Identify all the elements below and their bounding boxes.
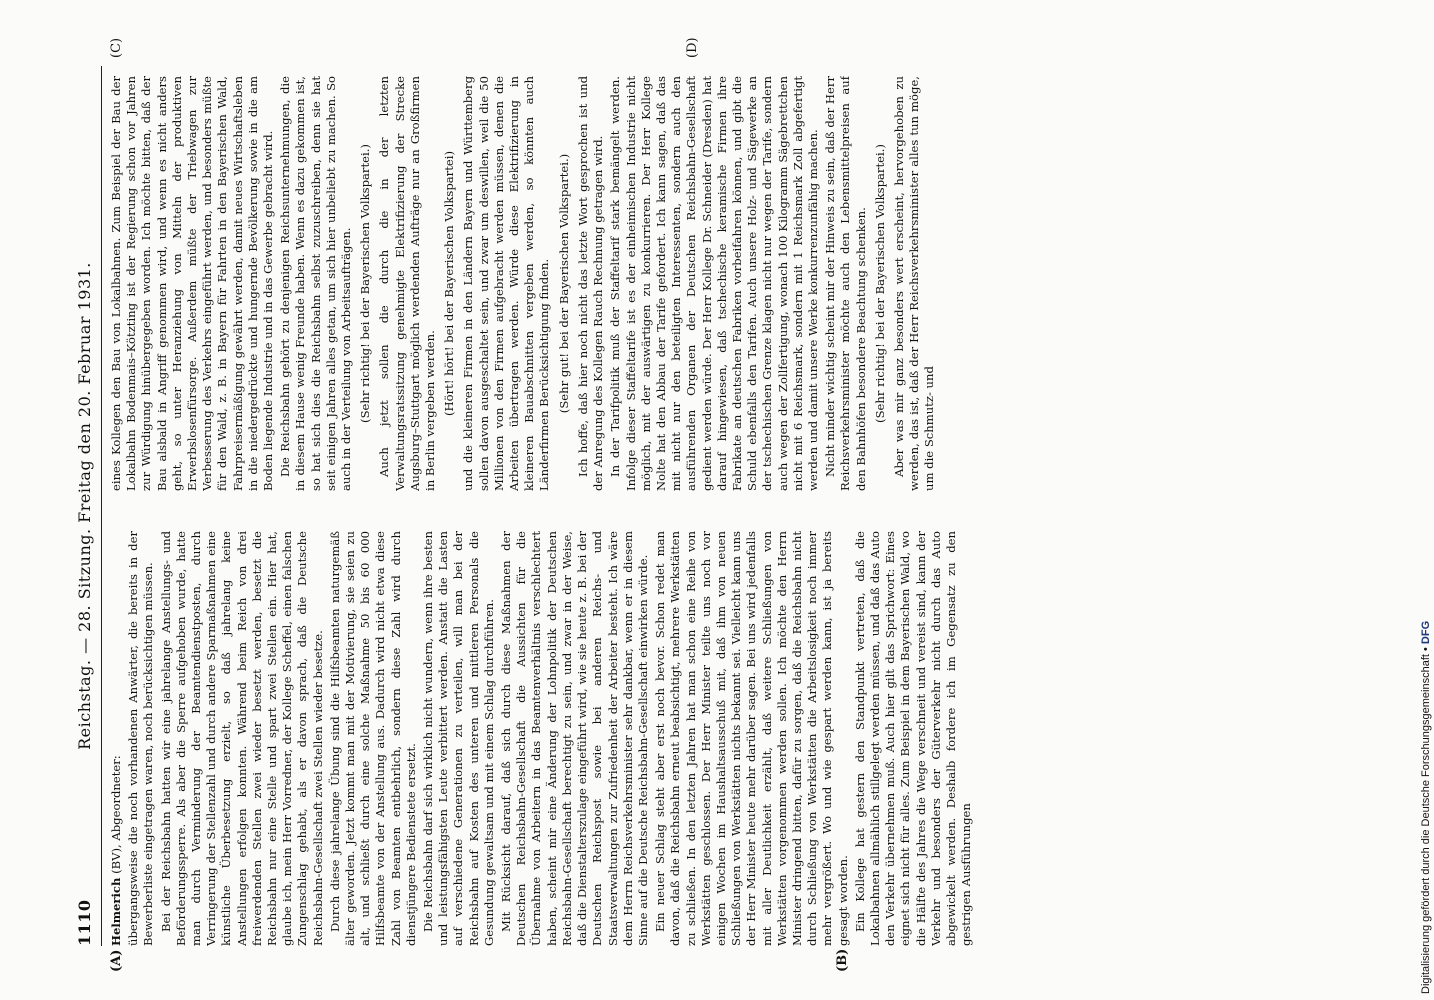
interjection: (Sehr richtig! bei der Bayerischen Volkspartei.) xyxy=(358,144,373,423)
page-number: 1110 xyxy=(75,899,94,946)
paragraph: und die kleineren Firmen in den Ländern Bayern und Württemberg sollen davon ausgeschaltet sein, und zwar um deswillen, weil die 50 Millionen von den Firmen aufgebracht werden müssen, denen die Arbeiten übertragen werden. Würde diese Elektrifizierung in kleineren Bauabschnitten vergeben werden, so könnten auch Länderfirmen Berücksichtigung finden. xyxy=(461,76,552,491)
speaker-line xyxy=(109,531,124,946)
left-column xyxy=(109,531,1309,946)
paragraph: Mit Rücksicht darauf, daß sich durch diese Maßnahmen der Deutschen Reichsbahn-Gesellschaft die Aussichten für die Übernahme von Arbeitern in das Beamtenverhältnis verschlechtert haben, scheint mir eine Änderung der Lohnpolitik der Deutschen Reichsbahn-Gesellschaft berechtigt zu sein, und zwar in der Weise, daß die Dienstalterszulage eingeführt wird, wie sie heute z. B. bei der Deutschen Reichspost sowie bei anderen Reichs- und Staatsverwaltungen zur Zufriedenheit der Arbeiter besteht. Ich wäre dem Herrn Reichsverkehrsminister sehr dankbar, wenn er in diesem Sinne auf die Deutsche Reichsbahn-Gesellschaft einwirken würde. xyxy=(499,531,650,946)
margin-mark-c: (C) xyxy=(109,37,124,58)
margin-mark-d: (D) xyxy=(685,37,700,58)
speaker-role: (BV), Abgeordneter: xyxy=(109,755,123,874)
interjection: (Sehr gut! bei der Bayerischen Volkspartei.) xyxy=(556,153,571,414)
paragraph: Ich hoffe, daß hier noch nicht das letzte Wort gesprochen ist und der Anregung des Kollegen Rauch Rechnung getragen wird. xyxy=(575,76,606,491)
paragraph: Nicht minder wichtig scheint mir der Hinweis zu sein, daß der Herr Reichsverkehrsminister möchte auch den Lebensmittelpreisen auf den Bahnhöfen besondere Beachtung schenken. xyxy=(823,76,868,491)
header-rule xyxy=(101,66,102,946)
header-title: Reichstag. — 28. Sitzung. Freitag den 20. Februar 1931. xyxy=(75,262,94,750)
right-column xyxy=(109,76,1309,491)
paragraph: eines Kollegen den Bau von Lokalbahnen. Zum Beispiel der Bau der Lokalbahn Bodenmais–Kötzting ist der Regierung schon vor Jahren zur Würdigung hinübergegeben worden. Ich möchte bitten, daß der Bau alsbald in Angriff genommen wird, und wenn es nicht anders geht, so unter Heranziehung von Mitteln der produktiven Erwerbslosenfürsorge. Außerdem müßte der Triebwagen zur Verbesserung des Verkehrs eingeführt werden, und besonders müßte für den Wald, z. B. in Bayern für Fahrten in den Bayerischen Wald, Fahrpreisermäßigung gewährt werden, damit neues Wirtschaftsleben in die niedergedrückte und hungernde Bevölkerung sowie in die am Boden liegende Industrie und in das Gewerbe gebracht wird. xyxy=(109,76,276,491)
paragraph: Aber was mir ganz besonders wert erscheint, hervorgehoben zu werden, das ist, daß der Herr Reichsverkehrsminister alles tun möge, um die Schmutz- und xyxy=(891,76,937,491)
paragraph: übergangsweise die noch vorhandenen Anwärter, die bereits in der Bewerberliste eingetragen waren, noch berücksichtigen müssen. xyxy=(126,531,156,946)
speaker-name: Helmerich xyxy=(109,877,123,946)
paragraph: Bei der Reichsbahn hatten wir eine jahrelange Anstellungs- und Beförderungssperre. Als aber die Sperre aufgehoben wurde, hatte man durch Verminderung der Beamtendienstposten, durch Verringerung der Stellenzahl und durch andere Sparmaßnahmen eine künstliche Überbesetzung erzielt, so daß jahrelang keine Anstellungen erfolgen konnten. Während beim Reich von drei freiwerdenden Stellen zwei wieder besetzt werden, besetzt die Reichsbahn nur eine Stelle und spart zwei Stellen ein. Hier hat, glaube ich, mein Herr Vorredner, der Kollege Scheffel, einen falschen Zungenschlag gehabt, als er davon sprach, daß die Deutsche Reichsbahn-Gesellschaft zwei Stellen wieder besetze. xyxy=(158,531,325,946)
digitization-credit xyxy=(1415,4,1434,994)
interjection: (Hört! hört! bei der Bayerischen Volkspartei) xyxy=(442,151,457,416)
paragraph: In der Tarifpolitik muß der Staffeltarif stark bemängelt werden. Infolge dieser Staffeltarife ist es der einheimischen Industrie nicht möglich, mit der auswärtigen zu konkurrieren. Der Herr Kollege Nolte hat den Abbau der Tarife gefordert. Ich kann sagen, daß das mit nicht nur den beteiligten Interessenten, sondern auch den ausführenden Organen der Deutschen Reichsbahn-Gesellschaft gedient werden würde. Der Herr Kollege Dr. Schneider (Dresden) hat darauf hingewiesen, daß tschechische keramische Firmen ihre Fabrikate an deutschen Fabriken vorbeifahren können, und gibt die Schuld ebenfalls den Tarifen. Auch unsere Holz- und Sägewerke an der tschechischen Grenze klagen nicht nur wegen der Tarife, sondern auch wegen der Zollfertigung, wonach 100 Kilogramm Sägebrettchen nicht mit 6 Reichsmark, sondern mit 1 Reichsmark Zoll abgefertigt werden und damit unsere Werke konkurrenzunfähig machen. xyxy=(608,76,820,491)
paragraph: Ein Kollege hat gestern den Standpunkt vertreten, daß die Lokalbahnen allmählich stillgelegt werden müssen, und daß das Auto den Verkehr übernehmen muß. Auch hier gilt das Sprichwort: Eines eignet sich nicht für alles. Zum Beispiel in dem Bayerischen Wald, wo die Hälfte des Jahres die Wege verschneit und vereist sind, kann der Verkehr und besonders der Güterverkehr nicht durch das Auto abgewickelt werden. Deshalb fordere ich im Gegensatz zu den gestrigen Ausführungen xyxy=(852,531,974,946)
interjection: (Sehr richtig! bei der Bayerischen Volkspartei.) xyxy=(872,144,887,423)
credit-text: Digitalisierung gefördert durch die Deutsche Forschungsgemeinschaft • xyxy=(1420,647,1432,994)
rotated-page-content xyxy=(75,37,1320,972)
paragraph: Die Reichsbahn darf sich wirklich nicht wundern, wenn ihre besten und leistungsfähigsten Leute verbittert werden. Anstatt die Lasten auf verschiedene Generationen zu verteilen, will man bei der Reichsbahn auf Kosten des unteren und mittleren Personals die Gesundung gewaltsam und mit einem Schlag durchführen. xyxy=(421,531,496,946)
dfg-logo: DFG xyxy=(1420,620,1432,645)
paragraph: Die Reichsbahn gehört zu denjenigen Reichsunternehmungen, die in diesem Hause wenig Freunde haben. Wenn es dazu gekommen ist, so hat sich dies die Reichsbahn selbst zuzuschreiben, denn sie hat seit einigen Jahren alles getan, um sich hier unbeliebt zu machen. So auch in der Verteilung von Arbeitsaufträgen. xyxy=(278,76,354,491)
digitization-sidebar xyxy=(1415,4,1434,994)
margin-mark-b: (B) xyxy=(835,948,850,972)
page-header xyxy=(75,66,101,946)
paragraph: Ein neuer Schlag steht aber erst noch bevor. Schon redet man davon, daß die Reichsbahn erneut beabsichtigt, mehrere Werkstätten zu schließen. In den letzten Jahren hat man schon eine Reihe von Werkstätten geschlossen. Der Herr Minister teilte uns noch vor einigen Wochen im Haushaltsausschuß mit, daß ihm von neuen Schließungen von Werkstätten nichts bekannt sei. Vielleicht kann uns der Herr Minister heute mehr darüber sagen. Bei uns wird jedenfalls mit aller Deutlichkeit erzählt, daß weitere Schließungen von Werkstätten vorgenommen werden sollen. Ich möchte den Herrn Minister dringend bitten, dafür zu sorgen, daß die Reichsbahn nicht durch Schließung von Werkstätten die Arbeitslosigkeit noch immer mehr vergrößert. Wo und wie gespart werden kann, ist ja bereits gesagt worden. xyxy=(653,531,850,946)
paragraph: Auch jetzt sollen die durch die in der letzten Verwaltungsratssitzung genehmigte Elektrifizierung der Strecke Augsburg–Stuttgart möglich werdenden Aufträge nur an Großfirmen in Berlin vergeben werden. xyxy=(377,76,438,491)
margin-mark-a: (A) xyxy=(109,949,124,972)
paragraph: Durch diese jahrelange Übung sind die Hilfsbeamten naturgemäß älter geworden. Jetzt kommt man mit der Motivierung, sie seien zu alt, und schließt durch eine solche Maßnahme 50 bis 60 000 Hilfsbeamte von der Anstellung aus. Dadurch wird nicht etwa diese Zahl von Beamten entbehrlich, sondern diese Zahl wird durch dienstjüngere Bedienstete ersetzt. xyxy=(327,531,418,946)
